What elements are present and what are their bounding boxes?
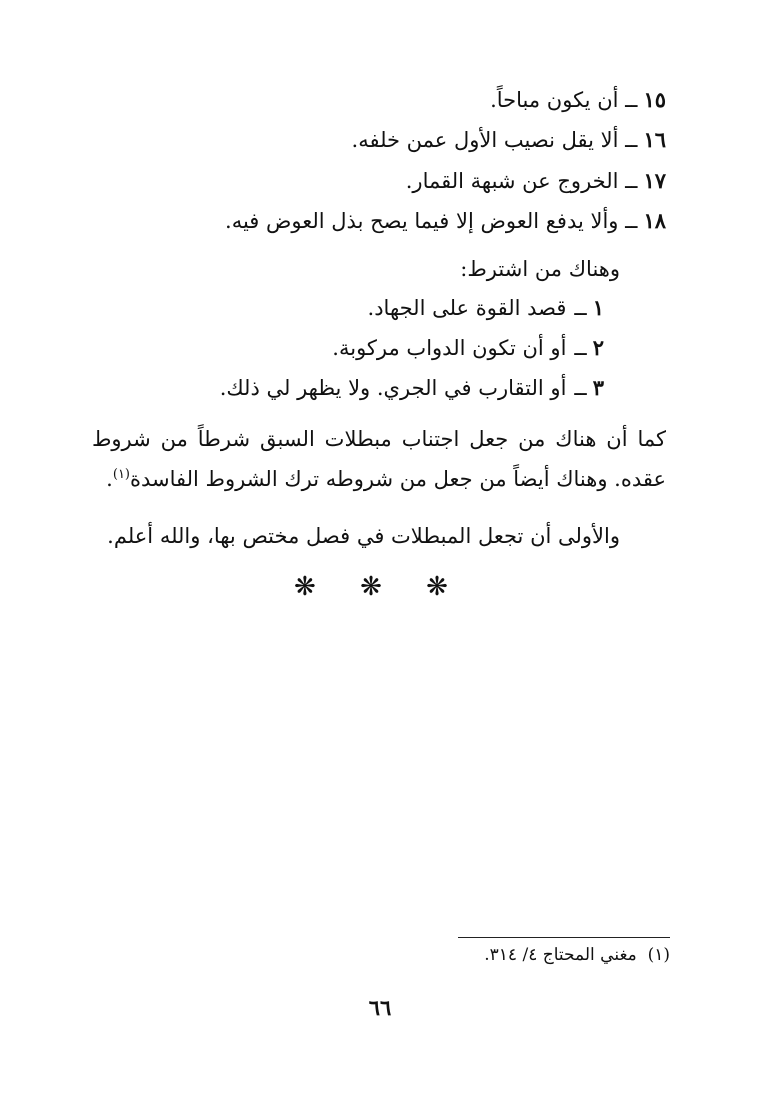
sub-item-text: قصد القوة على الجهاد. <box>367 296 567 320</box>
paragraph-1-end: . <box>106 467 113 491</box>
item-text: ــ أن يكون مباحاً. <box>490 88 638 112</box>
sub-item-2 <box>332 333 604 363</box>
paragraph-1-line-1: كما أن هناك من جعل اجتناب مبطلات السبق شرطاً من شروط <box>92 427 666 451</box>
conditions-intro: وهناك من اشترط: <box>460 257 620 281</box>
item-text: ــ الخروج عن شبهة القمار. <box>405 169 638 193</box>
item-number: ١٨ <box>643 208 666 233</box>
paragraph-1 <box>92 419 666 499</box>
paragraph-1-line-2 <box>92 459 666 499</box>
item-text: ــ ألا يقل نصيب الأول عمن خلفه. <box>351 128 638 152</box>
sub-item-text: أو أن تكون الدواب مركوبة. <box>332 336 567 360</box>
item-number: ١٥ <box>643 87 666 112</box>
page-number: ٦٦ <box>368 995 392 1020</box>
sub-item-number: ١ <box>592 295 604 320</box>
list-item-16 <box>352 125 666 155</box>
sub-item-number: ٢ <box>592 335 604 360</box>
item-number: ١٧ <box>643 168 666 193</box>
sub-item-dash: ــ <box>574 336 587 360</box>
paragraph-2: والأولى أن تجعل المبطلات في فصل مختص بها، والله أعلم. <box>107 524 620 548</box>
sub-item-dash: ــ <box>574 376 587 400</box>
item-text: ــ وألا يدفع العوض إلا فيما يصح بذل العوض فيه. <box>225 209 638 233</box>
footnote <box>484 945 670 965</box>
paragraph-1-line-2-text: عقده. وهناك أيضاً من جعل من شروطه ترك الشروط الفاسدة <box>130 467 666 491</box>
sub-item-3 <box>220 373 604 403</box>
list-item-17 <box>406 166 666 196</box>
list-item-18 <box>225 206 666 236</box>
sub-item-1 <box>368 293 604 323</box>
section-separator: ❋ ❋ ❋ <box>294 572 466 602</box>
sub-item-text: أو التقارب في الجري. ولا يظهر لي ذلك. <box>219 376 567 400</box>
sub-item-number: ٣ <box>592 375 604 400</box>
footnote-text: مغني المحتاج ٤/ ٣١٤. <box>484 945 637 965</box>
footnote-number: (١) <box>647 945 670 965</box>
list-item-15 <box>490 85 666 115</box>
item-number: ١٦ <box>643 127 666 152</box>
sub-item-dash: ــ <box>574 296 587 320</box>
footnote-divider <box>458 937 670 938</box>
footnote-reference: (١) <box>112 467 130 482</box>
